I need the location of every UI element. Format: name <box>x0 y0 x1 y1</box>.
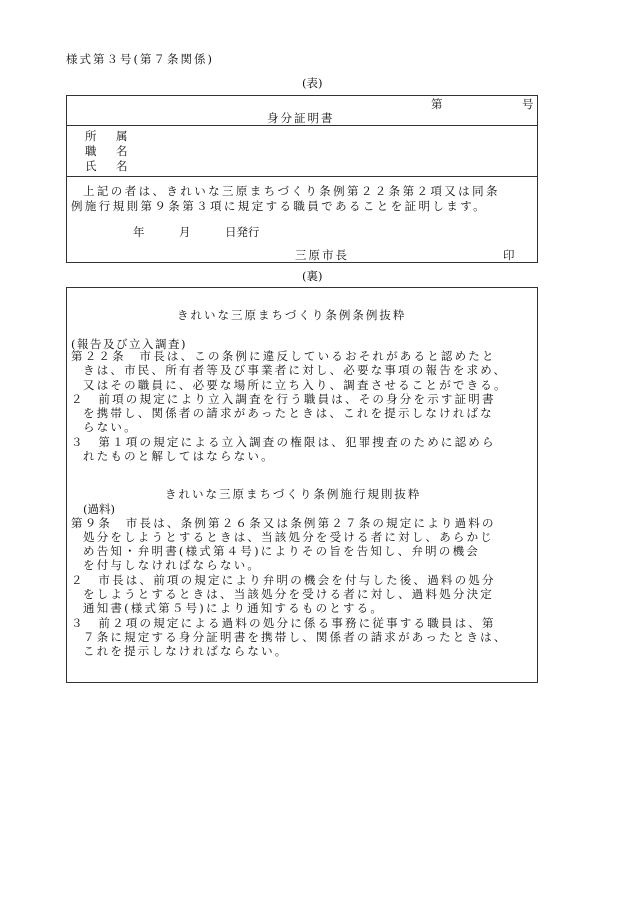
regulation-text-line: これを提示しなければならない。 <box>83 644 289 658</box>
field-name: 氏 名 <box>85 159 132 173</box>
field-position: 職 名 <box>85 144 132 158</box>
number-prefix: 第 <box>431 97 443 111</box>
ordinance-section-heading: (報告及び立入調査) <box>71 337 187 351</box>
regulation-text-line: ３ 前２項の規定による過料の処分に係る事務に従事する職員は、第 <box>71 616 496 630</box>
back-label: (裏) <box>302 269 323 283</box>
field-affiliation: 所 属 <box>85 129 132 143</box>
number-suffix: 号 <box>522 97 534 111</box>
divider <box>67 176 537 177</box>
divider <box>67 125 537 126</box>
ordinance-excerpt-title: きれいな三原まちづくり条例条例抜粋 <box>177 308 407 322</box>
issuer: 三原市長 <box>295 248 349 262</box>
regulation-text-line: 第９条 市長は、条例第２６条又は条例第２７条の規定により過料の <box>71 516 496 530</box>
back-card <box>66 287 538 683</box>
ordinance-text-line: れたものと解してはならない。 <box>83 449 275 463</box>
front-label: (表) <box>302 76 323 90</box>
regulation-text-line: を付与しなければならない。 <box>83 558 262 572</box>
ordinance-text-line: 又はその職員に、必要な場所に立ち入り、調査させることができる。 <box>83 378 508 392</box>
certification-text-line: 上記の者は、きれいな三原まちづくり条例第２２条第２項又は同条 <box>83 184 500 198</box>
ordinance-text-line: ２ 前項の規定により立入調査を行う職員は、その身分を示す証明書 <box>71 392 496 406</box>
regulation-text-line: 処分をしようとするときは、当該処分を受ける者に対し、あらかじ <box>83 530 494 544</box>
regulation-section-heading: (過料) <box>83 502 115 516</box>
ordinance-text-line: らない。 <box>83 420 138 434</box>
ordinance-text-line: を携帯し、関係者の請求があったときは、これを提示しなければな <box>83 406 494 420</box>
front-card <box>66 95 538 263</box>
ordinance-text-line: 第２２条 市長は、この条例に違反しているおそれがあると認めたと <box>71 349 496 363</box>
ordinance-text-line: ３ 第１項の規定による立入調査の権限は、犯罪捜査のために認めら <box>71 435 496 449</box>
seal-mark: 印 <box>503 248 515 262</box>
ordinance-text-line: きは、市民、所有者等及び事業者に対し、必要な事項の報告を求め、 <box>83 363 508 377</box>
regulation-text-line: ７条に規定する身分証明書を携帯し、関係者の請求があったときは、 <box>83 630 508 644</box>
regulation-text-line: をしようとするときは、当該処分を受ける者に対し、過料処分決定 <box>83 587 494 601</box>
regulation-excerpt-title: きれいな三原まちづくり条例施行規則抜粋 <box>165 487 422 501</box>
regulation-text-line: め告知・弁明書(様式第４号)によりその旨を告知し、弁明の機会 <box>83 544 480 558</box>
regulation-text-line: ２ 市長は、前項の規定により弁明の機会を付与した後、過料の処分 <box>71 573 496 587</box>
form-number: 様式第３号(第７条関係) <box>66 52 214 66</box>
certification-text-line: 例施行規則第９条第３項に規定する職員であることを証明します。 <box>71 199 488 213</box>
regulation-text-line: 通知書(様式第５号)により通知するものとする。 <box>83 601 385 615</box>
card-title: 身分証明書 <box>267 111 335 125</box>
issue-date: 年 月 日発行 <box>133 225 260 239</box>
